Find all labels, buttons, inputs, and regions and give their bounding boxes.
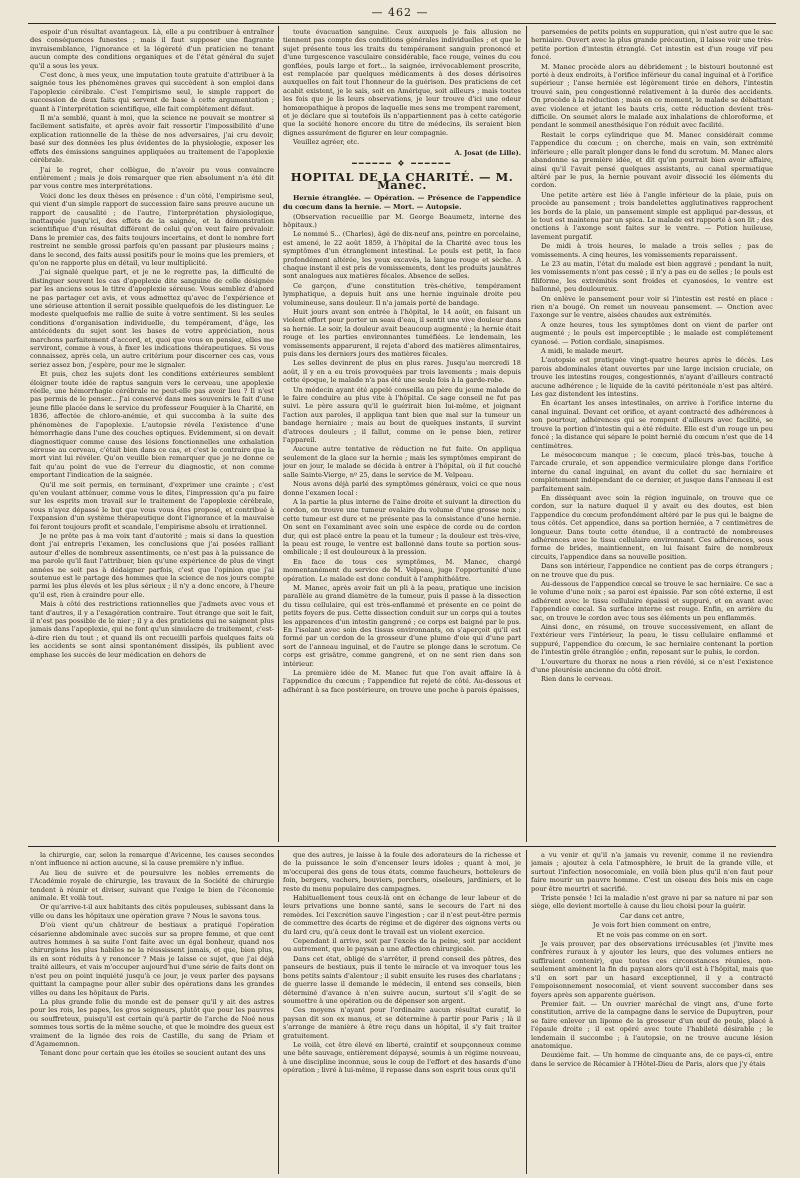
paragraph: Une petite artère est liée à l'angle inférieur de la plaie, puis on procède au pansement ; trois bandelettes agglutinatives rapprochent les bords de la plaie, un pansement simple est appliqué par-dessus, et le tout est maintenu par un spica. Le malade est rapporté à son lit ; des onctions à l'axonge sont faites sur le ventre. — Potion huileuse, lavement purgatif.: [531, 190, 773, 241]
paragraph: Dans cet état, obligé de s'arrêter, il prend conseil des pâtres, des panseurs de bestiaux, puis il tente le miracle et va invoquer tous les bons petits saints d'alentour ; il subit ensuite les ruses des charlatans ; de guerre lasse il demande le médecin, il entend ses conseils, bien déterminé d'avance à n'en suivre aucun, surtout s'il s'agit de se soumettre à une opération ou de dépenser son argent.: [283, 954, 521, 1005]
column-5: [283, 851, 521, 1173]
paragraph: espoir d'un résultat avantageux. Là, elle a pu contribuer à entraîner des conséquences funestes ; mais il faut supposer une flagrante invraisemblance, l'ignorance et la légèreté d'un praticien ne tenant aucun compte des conditions organiques et de l'état général du sujet qu'il a sous les yeux.: [30, 28, 274, 70]
column-6: [531, 851, 773, 1173]
column-1: [30, 28, 274, 842]
paragraph: la chirurgie, car, selon la remarque d'Avicenne, les causes secondes n'ont influence ni action aucune, si la cause première n'y influe.: [30, 851, 274, 868]
ornamental-divider: ━━━━━━ ❖ ━━━━━━: [351, 159, 453, 169]
section-rule: [28, 846, 776, 847]
paragraph: Nous avons déjà parlé des symptômes généraux, voici ce que nous donne l'examen local :: [283, 480, 521, 497]
paragraph: En écartant les anses intestinales, on arrive à l'orifice interne du canal inguinal. Devant cet orifice, et ayant contracté des adhérences à son pourtour, adhérences qui se rompent d'ailleurs avec facilité, se trouve la portion d'intestin qui a été réduite. Elle est d'un rouge un peu foncé ; la distance qui sépare le point hernié du cœcum n'est que de 14 centimètres.: [531, 399, 773, 450]
verse-line: Car dans cet antre,: [619, 911, 685, 920]
column-divider: [278, 850, 279, 1174]
paragraph: Aucune autre tentative de réduction ne fut faite. On appliqua seulement de la glace sur la hernie ; mais les symptômes empirant de jour en jour, le malade se décida à entrer à l'hôpital, où il fut couché salle Sainte-Vierge, nº 25, dans le service de M. Velpeau.: [283, 445, 521, 479]
paragraph: Premier fait. — Un ouvrier maréchal de vingt ans, d'une forte constitution, arrive de la campagne dans le service de Dupuytren, pour se faire enlever un lipome de la grosseur d'un œuf de poule, placé à l'épaule droite ; il est opéré avec toute l'habileté désirable ; le lendemain il succombe ; à l'autopsie, on ne trouve aucune lésion anatomique.: [531, 999, 773, 1050]
column-4: [30, 851, 274, 1173]
paragraph: Veuillez agréer, etc.: [293, 138, 360, 147]
paragraph: Or qu'arrive-t-il aux habitants des cités populeuses, subissant dans la ville ou dans les hôpitaux une opération grave ? Nous le savons tous.: [30, 903, 274, 920]
page-number: — 462 —: [371, 6, 429, 19]
paragraph: que des autres, je laisse à la foule des adorateurs de la richesse et de la puissance le soin d'encenser leurs idoles ; quant à moi, je m'occuperai des gens de tous états, comme faucheurs, botteleurs de foin, bergers, vachers, bouviers, porchers, oiseleurs, jardiniers, et le reste du menu populaire des campagnes.: [283, 851, 521, 893]
section-title: HOPITAL DE LA CHARITÉ. — M. Manec.: [290, 169, 514, 192]
paragraph: En face de tous ces symptômes, M. Manec, chargé momentanément du service de M. Velpeau, juge l'opportunité d'une opération. Le malade est donc conduit à l'amphithéâtre.: [283, 557, 521, 583]
signature: A. Josat (de Lille).: [454, 148, 521, 157]
paragraph: J'ai le regret, cher collègue, de n'avoir pu vous convaincre entièrement ; mais je dois remarquer que rien absolument n'a été dit par vous contre mes interprétations.: [30, 165, 274, 191]
column-divider: [526, 850, 527, 1174]
paragraph: Le voilà, cet être élevé en liberté, craintif et soupçonneux comme une bête sauvage, entièrement dépaysé, soumis à un régime nouveau, à une discipline inconnue, sous le coup de l'effort et des hasards d'une opération ; livré à lui-même, il repasse dans son esprit tous ceux qu'il: [283, 1040, 521, 1075]
paragraph: Huit jours avant son entrée à l'hôpital, le 14 août, en faisant un violent effort pour porter un seau d'eau, il sentit une vive douleur dans sa hernie. Le soir, la douleur avait beaucoup augmenté ; la hernie était rouge et les parties environnantes tuméfiées. Le lendemain, les vomissements apparurent, il rejeta d'abord des matières alimentaires, puis dans les derniers jours des matières fécales.: [283, 307, 521, 358]
paragraph: Le nommé S... (Charles), âgé de dix-neuf ans, peintre en porcelaine, est amené, le 22 août 1859, à l'hôpital de la Charité avec tous les symptômes d'un étranglement intestinal. Le pouls est petit, la face profondément altérée, les yeux excavés, la langue rouge et sèche. A chaque instant il est pris de vomissements, dont les produits jaunâtres sont analogues aux matières fécales. Absence de selles.: [283, 230, 521, 281]
paragraph: Un médecin ayant été appelé conseilla au père du jeune malade de le faire conduire au plus vite à l'hôpital. Ce sage conseil ne fut pas suivi. Le père assura qu'il le guérirait bien lui-même, et joignant l'action aux paroles, il appliqua tant bien que mal sur la tumeur un bandage herniaire ; mais au bout de quelques instants, il survint d'atroces douleurs ; il fallut, comme on le pense bien, retirer l'appareil.: [283, 385, 521, 445]
paragraph: M. Manec, après avoir fait un pli à la peau, pratique une incision parallèle au grand diamètre de la tumeur, puis il passe à la dissection du tissu cellulaire, qui est très-enflammé et présente en ce point de petits foyers de pus. Cette dissection conduit sur un corps qui a toutes les apparences d'un intestin gangrené ; ce corps est baigné par le pus. En l'isolant avec soin des tissus environnants, on s'aperçoit qu'il est formé par un cordon de la grosseur d'une plume d'oie qui d'une part sort de l'anneau inguinal, et de l'autre se plonge dans le scrotum. Ce corps est grisâtre, comme gangrené, et on ne sent rien dans son intérieur.: [283, 583, 521, 668]
paragraph: M. Manec procède alors au débridement ; le bistouri boutonné est porté à deux endroits, à l'orifice inférieur du canal inguinal et à l'orifice supérieur ; l'anse herniée est légèrement tirée en dehors, l'intestin trouvé sain, peu congestionné relativement à la durée des accidents. On procède à la réduction ; mais en ce moment, le malade se débattant avec violence et jetant les bauts cris, cette réduction devient très-difficile. On soumet alors le malade aux inhalations de chloroforme, et pendant le sommeil anesthésique l'on réduit avec facilité.: [531, 62, 773, 130]
case-summary: Hernie étranglée. — Opération. — Présence de l'appendice du cœcum dans la hernie. — Mort. — Autopsie.: [283, 194, 521, 211]
paragraph: Je vais prouver, par des observations irrécusables (et j'invite mes confrères ruraux à y ajouter les leurs, que des volumes entiers ne suffiraient contenir), que toutes ces circonstances réunies, non-seulement amènent la fin du paysan alors qu'il est à l'hôpital, mais que s'il en sort par un hasard exceptionnel, il y a contracté l'empoisonnement nosocomial, et vient souvent succomber dans ses foyers après son apparente guérison.: [531, 940, 773, 999]
paragraph: De midi à trois heures, le malade a trois selles ; pas de vomissements. A cinq heures, les vomissements reparaissent.: [531, 242, 773, 259]
paragraph: Triste pensée ! Ici la maladie n'est grave ni par sa nature ni par son siège, elle devient mortelle à cause du lieu choisi pour la guérir.: [531, 894, 773, 911]
paragraph: Restait le corps cylindrique que M. Manec considérait comme l'appendice du cœcum ; on cherche, mais en vain, son extrémité inférieure ; elle paraît plonger dans le fond du scrotum. M. Manec alors abandonne sa première idée, et dit qu'on pourrait bien avoir affaire, ainsi qu'il l'avait pensé quelques assistants, au canal spermatique altéré par le pus, la hernie pouvant avoir dissocié les éléments du cordon.: [531, 130, 773, 190]
paragraph: Qu'il me soit permis, en terminant, d'exprimer une crainte ; c'est qu'en voulant atténuer, comme vous le dites, l'impression qu'a pu faire sur les esprits mon travail sur le traitement de l'apoplexie cérébrale, vous n'ayez dépassé le but que vous vous êtes proposé, et contribué à l'expansion d'un système thérapeutique dont l'ignorance et la mauvaise foi feront toujours profit et scandale, l'empirisme absolu et irrationnel.: [30, 480, 274, 531]
paragraph: Et puis, chez les sujets dont les conditions extérieures semblent éloigner toute idée de raptus sanguin vers le cerveau, une apoplexie réelle, une hémorrhagie cérébrale ne peut-elle pas avoir lieu ? Il n'est pas permis de le penser... J'ai conservé dans mes souvenirs le fait d'une jeune fille placée dans le service du professeur Fouquier à la Charité, en 1836, affectée de chloro-anémie, et qui succomba à la suite des phénomènes de l'apoplexie. L'autopsie révéla l'existence d'une hémorrhagie dans l'une des couches optiques. Evidemment, si on devait diagnostiquer comme cause des lésions fonctionnelles une exhalation séreuse au cerveau, c'était bien dans ce cas, et c'est le contraire que la mort vint lui révéler. Qu'on veuille bien remarquer que je ne donne ce fait qu'au point de vue de l'erreur du diagnostic, et non comme emportant l'indication de la saignée.: [30, 370, 274, 480]
paragraph: Le 23 au matin, l'état du malade est bien aggravé ; pendant la nuit, les vomissements n'ont pas cessé ; il n'y a pas eu de selles ; le pouls est filiforme, les extrémités sont froides et cyanosées, le ventre est ballonné, peu douloureux.: [531, 259, 773, 294]
paragraph: Au-dessous de l'appendice cœcal se trouve le sac herniaire. Ce sac a le volume d'une noix ; sa paroi est épaissie. Par son côté externe, il est adhérent avec le tissu cellulaire épaissi et suppuré, et en avant avec l'appendice cœcal. Sa surface interne est rouge. Enfin, en arrière du sac, on trouve le cordon avec tous ses éléments un peu enflammés.: [531, 580, 773, 622]
paragraph: Rien dans le cerveau.: [541, 675, 613, 684]
paragraph: Ce garçon, d'une constitution très-chétive, tempérament lymphatique, a depuis huit ans une hernie inguinale droite peu volumineuse, sans douleur. Il n'a jamais porté de bandage.: [283, 281, 521, 307]
paragraph: Au lieu de suivre et de poursuivre les nobles errements de l'Académie royale de chirurgie, les travaux de la Société de chirurgie tendent à réunir et diviser, suivant que l'exige le bien de l'économie animale. Et voilà tout.: [30, 868, 274, 903]
column-divider: [278, 26, 279, 842]
paragraph: C'est donc, à mes yeux, une imputation toute gratuite d'attribuer à la saignée tous les phénomènes graves qui succèdent à son emploi dans l'apoplexie cérébrale. C'est l'empirisme seul, le simple rapport de succession de deux faits qui servent de base à cette argumentation ; quant à l'interprétation scientifique, elle fait complétement défaut.: [30, 71, 274, 113]
paragraph: Mais à côté des restrictions rationnelles que j'admets avec vous et tant d'autres, il y a l'exagération contraire. Tout étrange que soit le fait, il n'est pas possible de le nier ; il y a des praticiens qui ne saignent plus jamais dans l'apoplexie, qui ne font qu'un simulacre de traitement, c'est-à-dire rien du tout ; et quand ils ont recueilli parfois quelques faits où les accidents se sont ainsi spontanément dissipés, ils publient avec emphase les succès de leur médication en dehors de: [30, 600, 274, 659]
column-2: [283, 28, 521, 842]
observation-note: (Observation recueillie par M. George Beaumetz, interne des hôpitaux.): [283, 212, 521, 229]
paragraph: La première idée de M. Manec fut que l'on avait affaire là à l'appendice du cœcum ; l'appendice fut rejeté de côté. Au-dessous et adhérant à sa face postérieure, on trouve une poche à parois épaisses,: [283, 669, 521, 694]
paragraph: Le mésocœcum manque ; le cœcum, placé très-bas, touche à l'arcade crurale, et son appendice vermiculaire plonge dans l'orifice interne du canal inguinal, en avant du collet du sac herniaire et complétement indépendant de ce dernier, et jusque dans l'anneau il est parfaitement sain.: [531, 450, 773, 493]
paragraph: Voici donc les deux thèses en présence : d'un côté, l'empirisme seul, qui vient d'un simple rapport de succession faire sans preuve aucune un rapport de causalité ; de l'autre, l'interprétation physiologique, inattaquée jusqu'ici, des effets de la saignée, et la démonstration scientifique d'un résultat différent de celui qu'on veut faire prévaloir. Dans le premier cas, des faits toujours incertains, et dont le nombre fort restreint ne semble grossi parfois qu'en passant par plusieurs mains ; dans le second, des faits aussi positifs pour le moins que les premiers, et qu'on ne rapporte plus en détail, vu leur multiplicité.: [30, 191, 274, 267]
paragraph: On enlève le pansement pour voir si l'intestin est resté en place : rien n'a bougé. On remet un nouveau pansement. — Onction avec l'axonge sur le ventre, aisées chaudes aux extrémités.: [531, 294, 773, 320]
paragraph: D'où vient qu'un châtreur de bestiaux a pratiqué l'opération césarienne abdominale avec succès sur sa propre femme, et que cent autres hommes à sa suite l'ont faite avec un égal bonheur, quand nos chirurgiens les plus habiles ne la réussissent jamais, et que, bien plus, ils en sont réduits à y renoncer ? Mais je laisse ce sujet, que j'ai déjà traité ailleurs, et vais m'occuper aujourd'hui d'une série de faits dont on n'est peu on point inquiété jusqu'à ce jour, je veux parler des paysans quittant la campagne pour aller subir des opérations dans les grandes villes ou dans les hôpitaux de Paris.: [30, 921, 274, 997]
paragraph: A la partie la plus interne de l'aine droite et suivant la direction du cordon, on trouve une tumeur ovalaire du volume d'une grosse noix ; cette tumeur est dure et ne présente pas la consistance d'une hernie. On sent en l'examinant avec soin une espèce de corde ou de cordon dur, qui est placé entre la peau et la tumeur ; la douleur est très-vive, la peau est rouge, le ventre est ballonné dans toute sa portion sous-ombilicale ; il est douloureux à la pression.: [283, 497, 521, 557]
paragraph: Je ne prête pas à ma voix tant d'autorité ; mais si dans la question dont j'ai entrepris l'examen, les conclusions que j'ai posées ralliant autour d'elles de nombreux assentiments, ce n'est pas à la puissance de ma parole qu'il faut l'attribuer, bien qu'une expérience de plus de vingt années ne soit pas à dédaigner parfois, c'est que l'opinion que j'ai soutenue est le partage des hommes que la science de nos jours compte parmi les plus élevés et les plus sérieux ; il n'y a donc encore, à l'heure qu'il est, rien à craindre pour elle.: [30, 531, 274, 599]
paragraph: parsemées de petits points en suppuration, qui n'est autre que le sac herniaire. Ouvert avec la plus grande précaution, il laisse voir une très-petite portion d'intestin étranglé. Cet intestin est d'un rouge vif peu foncé.: [531, 28, 773, 62]
paragraph: Cependant il arrive, soit par l'excès de la peine, soit par accident ou autrement, que le paysan a une affection chirurgicale.: [283, 937, 521, 954]
paragraph: Dans son intérieur, l'appendice ne contient pas de corps étrangers ; on ne trouve que du pus.: [531, 562, 773, 579]
paragraph: toute évacuation sanguine. Ceux auxquels je fais allusion ne tiennent pas compte des conditions générales individuelles ; et que le sujet présente tous les traits du tempérament sanguin prononcé et d'une turgescence vasculaire considérable, face rouge, veines du cou gonflées, pouls large et fort... la saignée, irrévocablement proscrite, est remplacée par quelques médicaments à des doses dérisoires auxquelles on fait tout l'honneur de la guérison. Des praticiens de cet acabit existent, je le sais, soit en Amérique, soit ailleurs ; mais toutes les fois que je lis leurs observations, je leur trouve d'ici une odeur homœopathique à propos de laquelle mes sens me trompent rarement, et je déclare que si toutefois ils n'appartiennent pas à cette catégorie que la société honore encore du titre de médecins, ils seraient bien dignes assurément de figurer en leur compagnie.: [283, 28, 521, 137]
paragraph: J'ai signalé quelque part, et je ne le regrette pas, la difficulté de distinguer souvent les cas d'apoplexie dite sanguine de celle désignée par les anciens sous le titre d'apoplexie séreuse. Vous semblez d'abord ne pas partager cet avis, et vous admettez qu'avec de l'expérience et une sérieuse attention il serait possible quelquefois de les distinguer. Le modeste quelquefois me rallie de suite à votre sentiment. Si les seules conditions d'organisation individuelle, du tempérament, d'âge, les antécédents du sujet sont les bases de votre appréciation, nous marchons parfaitement d'accord, et, quoi que vous en pensiez, elles me serviront, comme à vous, à fixer les indications thérapeutiques. Si vous connaissez, après cela, un autre critérium pour discerner ces cas, vous seriez assez bon, j'espère, pour me le signaler.: [30, 268, 274, 369]
paragraph: A midi, le malade meurt.: [541, 347, 624, 356]
paragraph: En disséquant avec soin la région inguinale, on trouve que ce cordon, sur la nature duquel il y avait eu des doutes, est bien l'appendice du cœcum profondément altéré par le pus qui le baigne de tous côtés. Cet appendice, dans sa portion herniée, a 7 centimètres de longueur. Dans toute cette étendue, il a contracté de nombreuses adhérences avec le tissu cellulaire environnant. Ces adhérences, sous forme de brides, maintiennent, en lui faisant faire de nombreux circuits, l'appendice dans sa nouvelle position.: [531, 493, 773, 561]
verse-line: Et ne vois pas comme on en sort.: [596, 930, 708, 939]
paragraph: a vu venir et qu'il n'a jamais vu revenir, comme il ne reviendra jamais ; ajoutez à cela l'atmosphère, le bruit de la grande ville, et surtout l'infection nosocomiale, en voilà bien plus qu'il n'en faut pour faire mourir un pauvre homme. C'est un oiseau des bois mis en cage pour être meurtri et sacrifié.: [531, 851, 773, 893]
paragraph: Il m'a semblé, quant à moi, que la science ne pouvait se montrer si facilement satisfaite, et après avoir fait ressortir l'impossibilité d'une explication rationnelle de la thèse de nos adversaires, j'ai cru devoir, basé sur des données les plus évidentes de la physiologie, exposer les effets des émissions sanguines appliquées au traitement de l'apoplexie cérébrale.: [30, 114, 274, 165]
paragraph: La plus grande folie du monde est de penser qu'il y ait des astres pour les rois, les papes, les gros seigneurs, plutôt que pour les pauvres ou souffreteux, puisqu'il est certain qu'à partir de l'arche de Noé nous sommes tous sortis de la même souche, et que le moindre des gueux est vraiment de la lignée des rois de Castille, du sang de Priam et d'Agamemnon.: [30, 997, 274, 1048]
column-divider: [526, 26, 527, 842]
column-3: [531, 28, 773, 842]
paragraph: L'ouverture du thorax ne nous a rien révélé, si ce n'est l'existence d'une pleurésie ancienne du côté droit.: [531, 657, 773, 675]
paragraph: A onze heures, tous les symptômes dont on vient de parler ont augmenté ; le pouls est imperceptible ; le malade est complétement cyanosé. — Potion cordiale, sinapismes.: [531, 320, 773, 346]
verse-line: Je vois fort bien comment on entre,: [592, 921, 712, 930]
header-rule: [28, 23, 776, 24]
paragraph: L'autopsie est pratiquée vingt-quatre heures après le décès. Les parois abdominales étant ouvertes par une large incision cruciale, on trouve les intestins rouges, congestionnés, n'ayant d'ailleurs contracté aucune adhérence ; le liquide de la cavité péritonéale n'est pas altéré. Les gaz distendent les intestins.: [531, 356, 773, 399]
paragraph: Deuxième fait. — Un homme de cinquante ans, de ce pays-ci, entre dans le service de Récamier à l'Hôtel-Dieu de Paris, alors que j'y étais: [531, 1051, 773, 1068]
paragraph: Ces moyens n'ayant pour l'ordinaire aucun résultat curatif, le paysan dit son ex manus, et se détermine à partir pour Paris ; là il s'arrange de manière à être reçu dans un hôpital, il s'y fait traiter gratuitement.: [283, 1006, 521, 1040]
paragraph: Tenant donc pour certain que les étoiles se soucient autant des uns: [40, 1049, 266, 1058]
paragraph: Habituellement tous ceux-là ont en échange de leur labeur et de leurs privations une bonne santé, sans le secours de l'art ni des remèdes. Ici l'excrétion sauve l'ingestion ; car il n'est peut-être permis de commettre des écarts de régime et de digérer des oignons verts ou du lard cru, qu'à ceux dont le travail est un violent exercice.: [283, 894, 521, 936]
paragraph: Les selles devinrent de plus en plus rares. Jusqu'au mercredi 18 août, il y en a eu trois provoquées par trois lavements ; mais depuis cette époque, le malade n'a pas été une seule fois à la garde-robe.: [283, 359, 521, 385]
paragraph: Ainsi donc, en résumé, on trouve successivement, en allant de l'extérieur vers l'intérieur, la peau, le tissu cellulaire enflammé et suppuré, l'appendice du cœcum, le sac herniaire contenant la portion de l'intestin grêle étranglée ; enfin, reposant sur le pubis, le cordon.: [531, 623, 773, 657]
